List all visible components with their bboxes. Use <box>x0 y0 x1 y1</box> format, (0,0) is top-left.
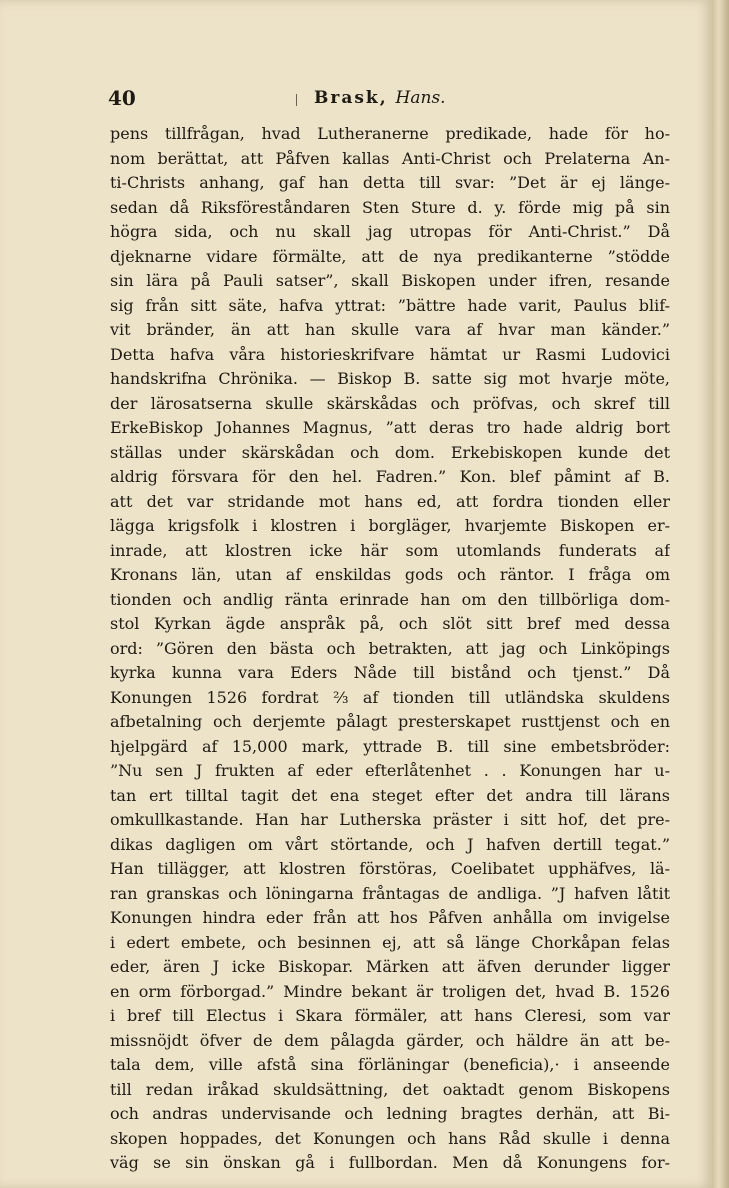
running-head-given-name: Hans. <box>395 88 446 108</box>
running-head-surname: Brask, <box>314 88 396 108</box>
text-line: afbetalning och derjemte pålagt presterskapet rusttjenst och en <box>110 712 670 731</box>
text-line: Detta hafva våra historieskrifvare hämtat ur Rasmi Ludovici <box>110 344 670 364</box>
text-line: sin lära på Pauli satser”, skall Biskopen under ifren, resande <box>110 271 670 290</box>
text-line: i bref till Electus i Skara förmäler, att hans Cleresi, som var <box>110 1006 670 1025</box>
text-line: ställas under skärskådan och dom. Erkebiskopen kunde det <box>110 442 670 462</box>
text-line: väg se sin önskan gå i fullbordan. Men då Konungens for- <box>110 1153 670 1172</box>
text-line: djeknarne vidare förmälte, att de nya predikanterne ”stödde <box>110 246 670 266</box>
text-line: ”Nu sen J frukten af eder efterlåtenhet . . Konungen har u- <box>110 761 670 780</box>
text-line: tan ert tilltal tagit det ena steget efter det andra till lärans <box>110 785 670 805</box>
text-line: Kronans län, utan af enskildas gods och räntor. I fråga om <box>110 565 670 584</box>
text-line: nom berättat, att Påfven kallas Anti-Christ och Prelaterna An- <box>110 148 670 168</box>
text-line: och andras undervisande och ledning bragtes derhän, att Bi- <box>110 1104 670 1123</box>
running-head <box>314 88 446 108</box>
text-line: ran granskas och löningarna fråntagas de andliga. ”J hafven låtit <box>110 883 670 903</box>
header-rule <box>296 94 297 106</box>
text-line: till redan iråkad skuldsättning, det oaktadt genom Biskopens <box>110 1079 670 1099</box>
text-line: stol Kyrkan ägde anspråk på, och slöt sitt bref med dessa <box>110 614 670 633</box>
text-line: sedan då Riksföreståndaren Sten Sture d. y. förde mig på sin <box>110 197 670 217</box>
text-line: missnöjdt öfver de dem pålagda gärder, och häldre än att be- <box>110 1030 670 1050</box>
page-header <box>108 86 668 112</box>
text-line: högra sida, och nu skall jag utropas för Anti-Christ.” Då <box>110 222 670 241</box>
text-line: Han tillägger, att klostren förstöras, Coelibatet upphäfves, lä- <box>110 859 670 878</box>
text-line: ord: ”Gören den bästa och betrakten, att jag och Linköpings <box>110 638 670 658</box>
text-line: Konungen hindra eder från att hos Påfven anhålla om invigelse <box>110 908 670 927</box>
text-line: omkullkastande. Han har Lutherska präster i sitt hof, det pre- <box>110 810 670 829</box>
text-line: skopen hoppades, det Konungen och hans Råd skulle i denna <box>110 1128 670 1148</box>
text-line: Konungen 1526 fordrat ⅔ af tionden till utländska skuldens <box>110 687 670 707</box>
text-line: pens tillfrågan, hvad Lutheranerne predikade, hade för ho- <box>110 124 670 143</box>
page-number: 40 <box>108 86 136 110</box>
text-line: i edert embete, och besinnen ej, att så länge Chorkåpan felas <box>110 932 670 952</box>
text-line: kyrka kunna vara Eders Nåde till bistånd och tjenst.” Då <box>110 663 670 682</box>
text-line: en orm förborgad.” Mindre bekant är troligen det, hvad B. 1526 <box>110 981 670 1001</box>
text-line: eder, ären J icke Biskopar. Märken att äfven derunder ligger <box>110 957 670 976</box>
body-text <box>110 122 670 1176</box>
text-line: hjelpgärd af 15,000 mark, yttrade B. till sine embetsbröder: <box>110 736 670 756</box>
text-line: sig från sitt säte, hafva yttrat: ”bättre hade varit, Paulus blif- <box>110 295 670 315</box>
text-line: att det var stridande mot hans ed, att fordra tionden eller <box>110 491 670 511</box>
text-line: der lärosatserna skulle skärskådas och pröfvas, och skref till <box>110 393 670 413</box>
text-line: ti-Christs anhang, gaf han detta till svar: ”Det är ej länge- <box>110 173 670 192</box>
text-line: handskrifna Chrönika. — Biskop B. satte sig mot hvarje möte, <box>110 369 670 388</box>
text-line: inrade, att klostren icke här som utomlands funderats af <box>110 540 670 560</box>
text-line: lägga krigsfolk i klostren i borgläger, hvarjemte Biskopen er- <box>110 516 670 535</box>
text-line: tala dem, ville afstå sina förläningar (beneficia),· i anseende <box>110 1055 670 1074</box>
text-line: tionden och andlig ränta erinrade han om den tillbörliga dom- <box>110 589 670 609</box>
text-line: aldrig försvara för den hel. Fadren.” Kon. blef påmint af B. <box>110 467 670 486</box>
text-line: ErkeBiskop Johannes Magnus, ”att deras tro hade aldrig bort <box>110 418 670 437</box>
text-line: vit bränder, än att han skulle vara af hvar man känder.” <box>110 320 670 339</box>
page-edge-bleed <box>712 0 729 1188</box>
text-line: dikas dagligen om vårt störtande, och J hafven dertill tegat.” <box>110 834 670 854</box>
